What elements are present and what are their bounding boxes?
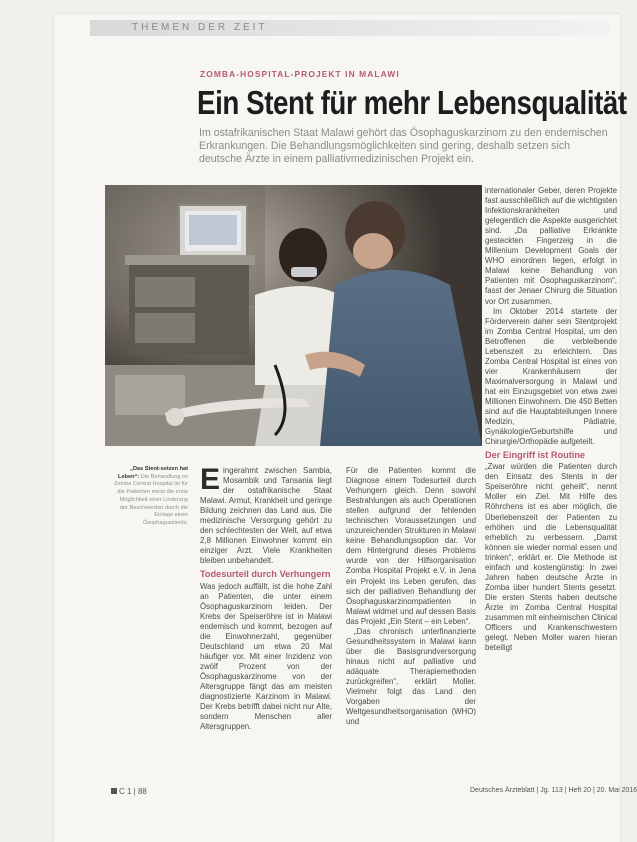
journal-footer: Deutsches Ärzteblatt | Jg. 113 | Heft 20 | 20. Mai 2016 xyxy=(470,787,637,794)
square-icon xyxy=(111,788,117,794)
article-lead: Im ostafrikanischen Staat Malawi gehört das Ösophaguskarzinom zu den endemischen Erkrankungen. Die Behandlungsmöglichkeiten sind gering, deshalb setzen sich deutsche Ärzte in einem palliativmedizinischen Projekt ein. xyxy=(199,127,608,166)
paragraph: Für die Patienten kommt die Diagnose einem Todesurteil durch Verhungern gleich. Denn sowohl Bestrahlungen als auch Operationen stellen aufgrund der fehlenden technischen Voraussetzungen und unzureichenden Strukturen in Malawi keine Behandlungsoption dar. Vor dem Hintergrund dieses Problems wurde von der Hilfsorganisation Zomba Hospital Projekt e.V. in Jena ein Projekt ins Leben gerufen, das sich der palliativen Behandlung der Ösophaguskarzinompatienten in Malawi widmet und auf dessen Basis das Projekt „Ein Stent – ein Leben“. xyxy=(346,466,476,626)
text-column-1 xyxy=(200,463,332,732)
caption-bold: „Das Stent-setzen hat Leben“: xyxy=(118,466,188,480)
text-column-2 xyxy=(346,466,476,727)
article-kicker: ZOMBA-HOSPITAL-PROJEKT IN MALAWI xyxy=(200,69,400,79)
text-column-3 xyxy=(485,186,617,653)
paragraph: internationaler Geber, deren Projekte fast ausschließlich auf die wichtigsten Infektionskrankheiten und gelegentlich die Aspekte ausgerichtet sind. „Da palliative Erkrankte gesteckten Fingerzeig in die Millenium Development Goals der WHO einordnen liegen, erfolgt in Malawi keine Behandlung von Patienten mit Ösophaguskarzinom“, fasst der Jenaer Chirurg die Situation vor Ort zusammen. xyxy=(485,186,617,306)
paragraph-text: ingerahmt zwischen Sambia, Mosambik und Tansania liegt der ostafrikanische Staat Malawi. Armut, Krankheit und geringe Bildung zeichnen das Land aus. Die medizinische Versorgung gehört zu den schlechtesten der Welt, auf etwa 2,8 Millionen Einwohner kommt ein einziger Arzt. Viele Krankheiten bleiben unbehandelt. xyxy=(200,466,332,566)
section-label: THEMEN DER ZEIT xyxy=(132,22,268,33)
page-number-text: C 1 | 88 xyxy=(119,787,147,796)
drop-cap: E xyxy=(200,463,221,496)
photo-caption xyxy=(110,466,188,528)
subheading: Todesurteil durch Verhungern xyxy=(200,569,331,580)
article-photo xyxy=(105,185,482,446)
paragraph xyxy=(200,463,332,566)
photo-illustration xyxy=(105,185,482,446)
paragraph: Was jedoch auffällt, ist die hohe Zahl an Patienten, die unter einem Ösophaguskarzinom leiden. Der Krebs der Speiseröhre ist in Malawi endemisch und kommt, bezogen auf die Einwohnerzahl, gegenüber Deutschland um etwa 20 Mal häufiger vor. Mit einer Inzidenz von zwölf Prozent von der Ösophaguskarzinome von der Altersgruppe fängt das am meisten diagnostizierte Karzinom in Malawi. Der Krebs betrifft dabei nicht nur Alte, sondern Menschen aller Altersgruppen. xyxy=(200,581,332,732)
subheading: Der Eingriff ist Routine xyxy=(485,450,586,461)
paragraph: Im Oktober 2014 startete der Förderverein daher sein Stentprojekt im Zomba Central Hospital, um den Betroffenen die verbleibende Lebenszeit zu erleichtern. Das Zomba Central Hospital ist eines von vier Krankenhäusern der Maximalversorgung in Malawi und hat ein Einzugsgebiet von etwa zwei Millionen Einwohnern. Die 450 Betten sind auf die Hauptabteilungen Innere Medizin, Pädiatrie, Gynäkologie/Geburtshilfe und Chirurgie/Orthopädie aufgeteilt. xyxy=(485,306,617,447)
paragraph: „Zwar würden die Patienten durch den Einsatz des Stents in der Speiseröhre nicht geheilt“, nennt Moller ein Ziel. Mit Hilfe des Röhrchens ist es aber möglich, die Überlebenszeit der Patienten zu erhöhen und die Lebensqualität erheblich zu verbessern. „Damit können sie wieder normal essen und trinken“, erklärt er. Die Methode ist einfach und kostengünstig: In zwei Jahren haben deutsche Ärzte in Zomba über hundert Stents gesetzt. Die ersten Stents haben deutsche Ärzte im Zomba Central Hospital zusammen mit einheimischen Clinical Officers und Krankenschwestern gelegt. Neben Moller waren hieran beteiligt xyxy=(485,462,617,653)
paragraph: „Das chronisch unterfinanzierte Gesundheitssystem in Malawi kann über die Basisgrundversorgung hinaus nicht auf palliative und adäquate Therapiemethoden zurückgreifen“, erklärt Moller. Vielmehr folgt das Land den Vorgaben der Weltgesundheitsorganisation (WHO) und xyxy=(346,626,476,727)
caption-text: Die Behandlung im Zomba Central Hospital ist für die Patienten meist die erste Möglichkeit einer Linderung der Beschwerden durch die Einlage eines Ösophagusstents. xyxy=(114,473,188,526)
article-title: Ein Stent für mehr Lebensqualität xyxy=(197,84,627,121)
page-number xyxy=(111,787,147,796)
